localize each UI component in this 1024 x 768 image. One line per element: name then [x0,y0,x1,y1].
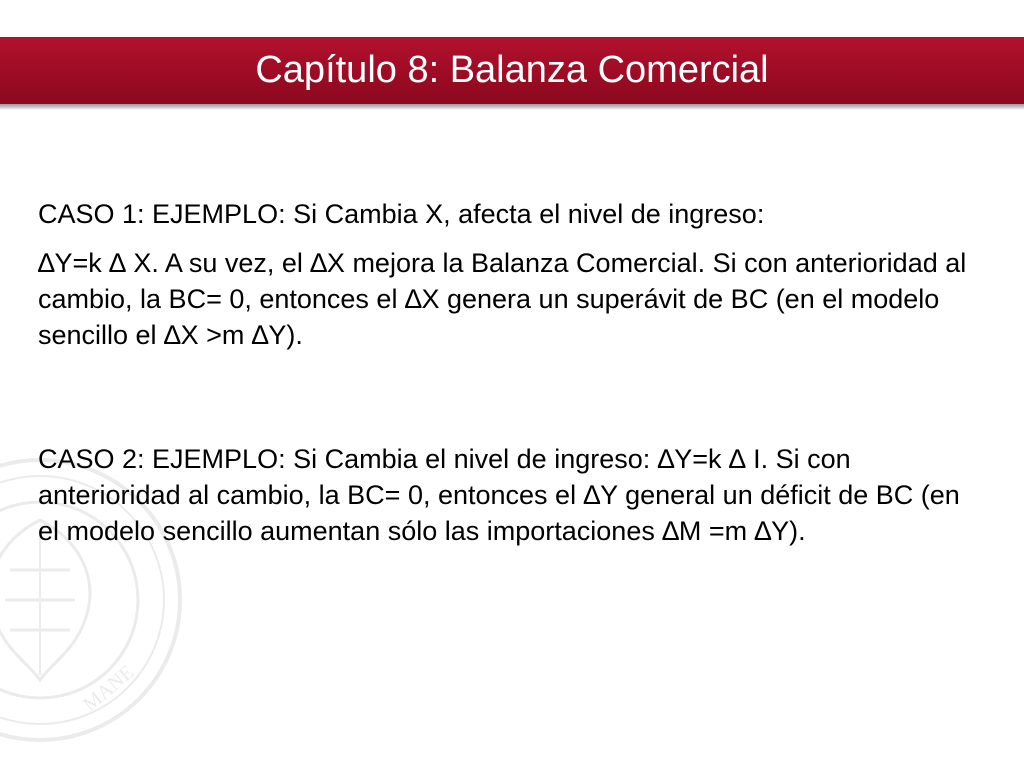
title-bar-shadow [0,104,1024,110]
title-bar [0,37,1024,104]
slide-title: Capítulo 8: Balanza Comercial [255,49,769,91]
case-1-heading: CASO 1: EJEMPLO: Si Cambia X, afecta el nivel de ingreso: [38,199,765,229]
case-2-paragraph: CASO 2: EJEMPLO: Si Cambia el nivel de ingreso: ∆Y=k ∆ I. Si con anterioridad al cambio, la BC= 0, entonces el ∆Y general un déficit de BC (en el modelo sencillo aumentan sólo las importaciones ∆M =m ∆Y). [38,444,960,546]
seal-text: MANE [79,661,139,716]
case-1-explanation: ∆Y=k ∆ X. A su vez, el ∆X mejora la Balanza Comercial. Si con anterioridad al cambio, la BC= 0, entonces el ∆X genera un superávit de BC (en el modelo sencillo el ∆X >m ∆Y). [38,248,967,350]
slide-body [38,196,988,549]
